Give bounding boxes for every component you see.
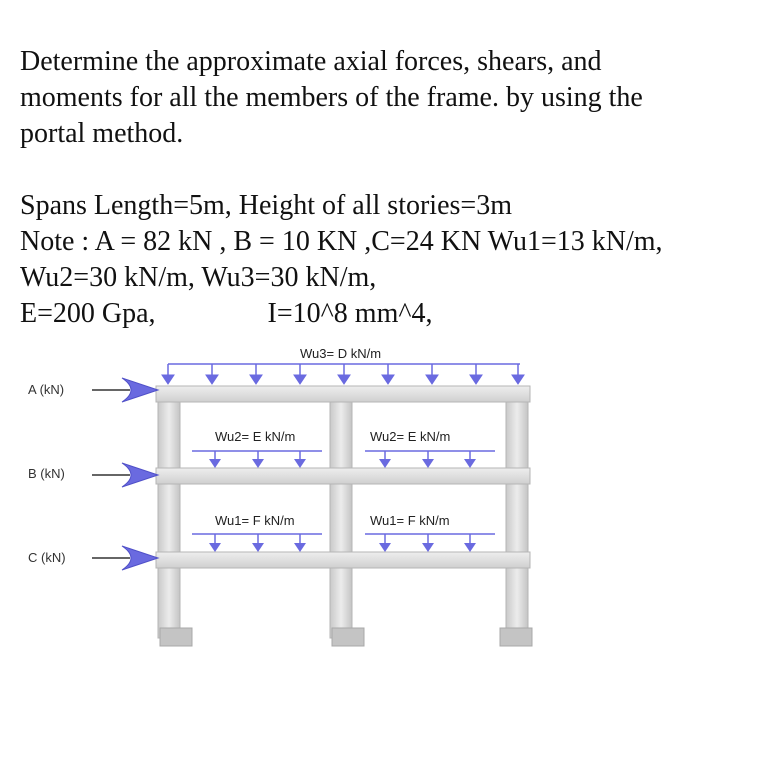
floor2-load-arrow <box>209 451 221 468</box>
problem-line-note: Note : A = 82 kN , B = 10 KN ,C=24 KN Wu1=13 kN/m, <box>20 226 663 257</box>
footing-right <box>500 628 532 646</box>
floor2-load-arrow <box>464 451 476 468</box>
floor1-load-arrow <box>379 534 391 552</box>
floor1-load-arrow <box>464 534 476 552</box>
roof-load-arrow <box>470 364 482 384</box>
roof-load-arrow <box>512 364 524 384</box>
floor2-load-left-label: Wu2= E kN/m <box>215 429 296 444</box>
floor1-load-arrow <box>294 534 306 552</box>
column-right <box>506 388 528 638</box>
roof-load-label: Wu3= D kN/m <box>300 346 382 361</box>
column-middle <box>330 388 352 638</box>
roof-beam <box>156 386 530 402</box>
force-c-label: C (kN) <box>28 550 66 565</box>
roof-load-arrow <box>426 364 438 384</box>
roof-load-arrow <box>382 364 394 384</box>
footing-left <box>160 628 192 646</box>
inertia-text: I=10^8 mm^4, <box>267 298 433 329</box>
force-b-label: B (kN) <box>28 466 65 481</box>
modulus-text: E=200 Gpa, <box>20 298 156 329</box>
problem-line-3: portal method. <box>20 118 184 149</box>
floor2-load-arrow <box>294 451 306 468</box>
floor1-load-left-label: Wu1= F kN/m <box>215 513 295 528</box>
floor2-load-arrow <box>422 451 434 468</box>
floor2-beam <box>156 468 530 484</box>
force-c-arrow <box>92 546 158 570</box>
floor2-load-arrow <box>252 451 264 468</box>
floor2-load-arrow <box>379 451 391 468</box>
floor1-load-right-label: Wu1= F kN/m <box>370 513 450 528</box>
roof-load-arrow <box>206 364 218 384</box>
problem-line-2: moments for all the members of the frame. by using the <box>20 82 643 113</box>
roof-load-arrows <box>162 364 524 384</box>
roof-load-arrow <box>162 364 174 384</box>
roof-load-arrow <box>294 364 306 384</box>
problem-line-spans: Spans Length=5m, Height of all stories=3m <box>20 190 512 221</box>
problem-line-1: Determine the approximate axial forces, shears, and <box>20 46 602 77</box>
roof-load-arrow <box>250 364 262 384</box>
floor2-load-right-label: Wu2= E kN/m <box>370 429 451 444</box>
force-a-label: A (kN) <box>28 382 65 397</box>
problem-line-loads: Wu2=30 kN/m, Wu3=30 kN/m, <box>20 262 377 293</box>
column-left <box>158 388 180 638</box>
roof-load-arrow <box>338 364 350 384</box>
floor1-beam <box>156 552 530 568</box>
force-b-arrow <box>92 463 158 487</box>
force-a-arrow <box>92 378 158 402</box>
footing-middle <box>332 628 364 646</box>
floor1-load-arrow <box>422 534 434 552</box>
floor1-load-arrow <box>209 534 221 552</box>
floor1-load-arrow <box>252 534 264 552</box>
